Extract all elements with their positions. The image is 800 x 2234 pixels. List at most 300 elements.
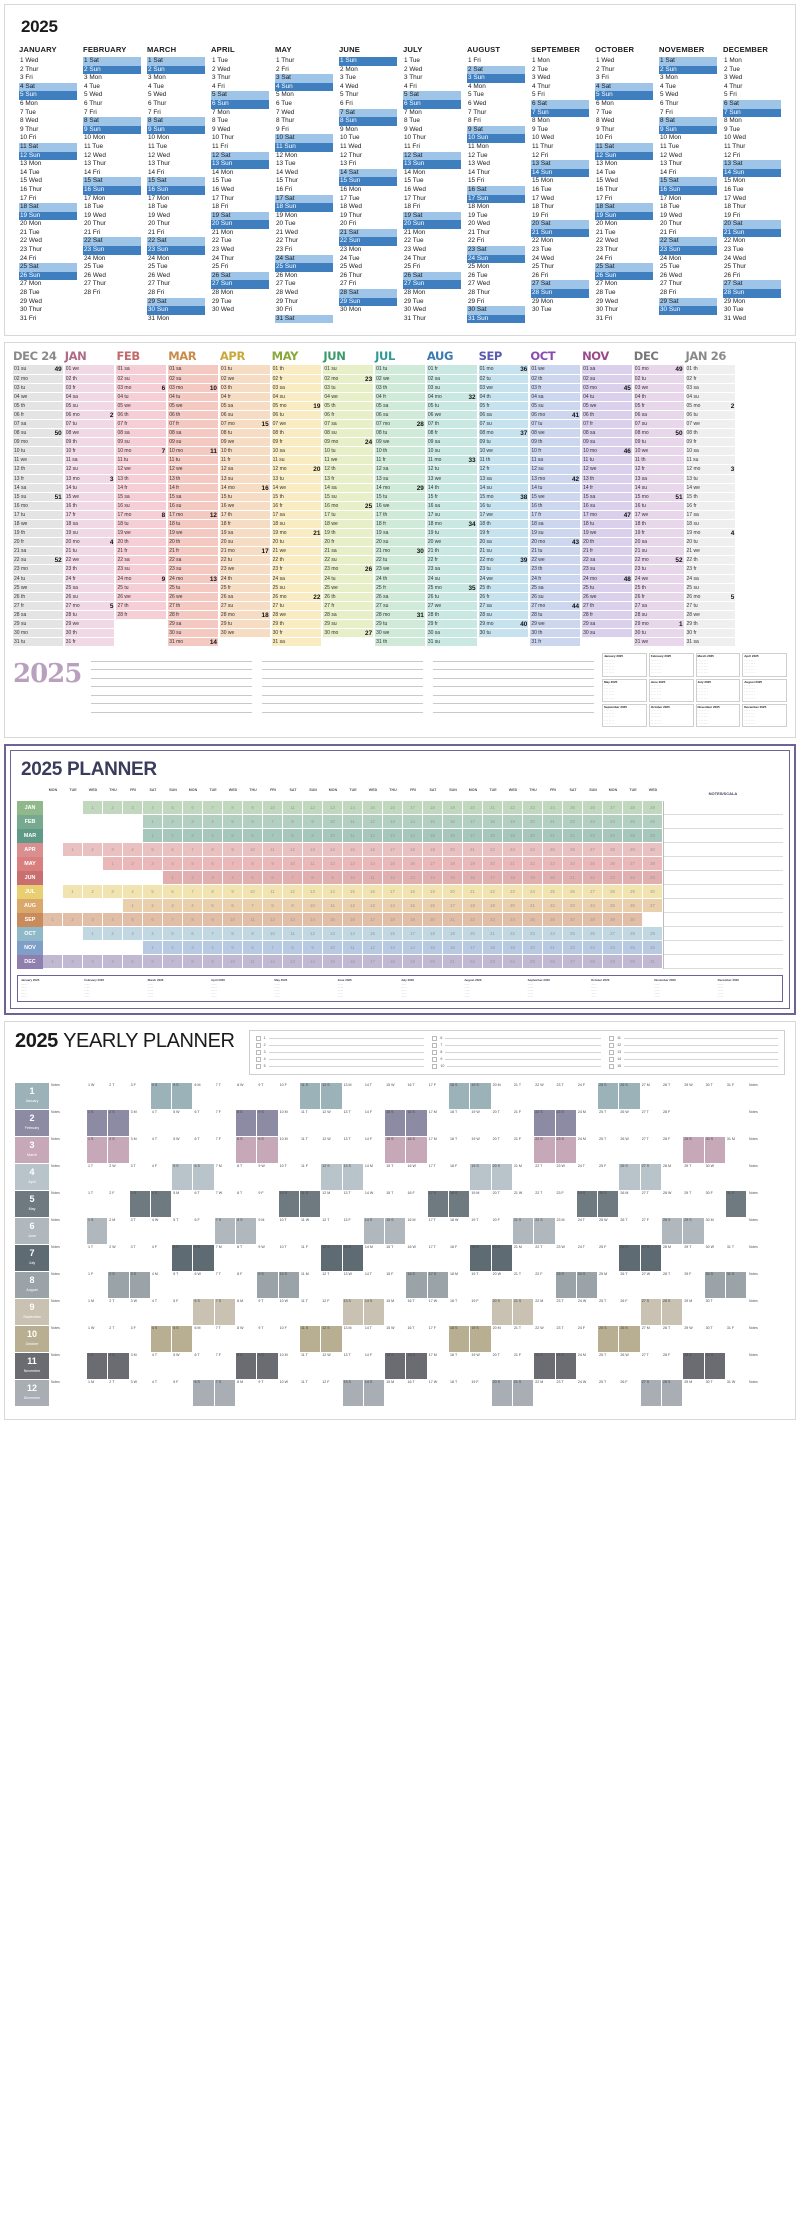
- panel3-day-cell[interactable]: 1: [143, 815, 163, 829]
- panel1-day-cell[interactable]: 27 Sun: [211, 280, 269, 289]
- panel4-day-cell[interactable]: 10 F: [279, 1326, 300, 1352]
- panel4-day-cell[interactable]: 14 M: [364, 1164, 385, 1190]
- panel1-day-cell[interactable]: 29 Mon: [532, 297, 554, 305]
- panel4-day-cell[interactable]: 4 T: [151, 1380, 172, 1406]
- panel2-day-cell[interactable]: 06 fr: [13, 411, 63, 420]
- panel4-legend-row[interactable]: [256, 1042, 425, 1049]
- panel3-day-cell[interactable]: 10: [323, 941, 343, 955]
- panel3-day-cell[interactable]: 21: [483, 927, 503, 941]
- panel1-day-cell[interactable]: 20 Sat: [723, 220, 781, 229]
- panel4-day-cell[interactable]: 4 T: [151, 1137, 172, 1163]
- panel4-day-cell[interactable]: 12 T: [321, 1272, 342, 1298]
- panel3-day-cell[interactable]: 14: [303, 955, 323, 969]
- panel3-day-cell[interactable]: 1: [163, 871, 183, 885]
- panel4-day-cell[interactable]: 17 W: [428, 1380, 449, 1406]
- panel2-day-cell[interactable]: 05 we: [582, 402, 632, 411]
- panel4-day-cell[interactable]: 8 T: [236, 1245, 257, 1271]
- panel4-day-cell[interactable]: 8 F: [236, 1272, 257, 1298]
- panel1-day-cell[interactable]: 25 Tue: [660, 263, 680, 271]
- panel1-day-cell[interactable]: 21 Tue: [596, 228, 616, 236]
- panel2-day-cell[interactable]: 10 fr: [65, 447, 115, 456]
- panel3-day-cell[interactable]: 25: [643, 871, 663, 885]
- panel4-day-cell[interactable]: 12 S: [321, 1245, 342, 1271]
- panel2-day-cell[interactable]: 15 sa: [168, 493, 218, 502]
- panel1-day-cell[interactable]: 23 Mon: [340, 246, 362, 254]
- panel2-day-cell[interactable]: 21 sa: [13, 547, 63, 556]
- panel4-day-cell[interactable]: 3 F: [130, 1326, 151, 1352]
- panel3-day-cell[interactable]: 5: [223, 829, 243, 843]
- panel2-day-cell[interactable]: 26 th: [323, 593, 373, 602]
- panel2-day-cell[interactable]: 17 mo 47: [583, 511, 631, 519]
- panel3-day-cell[interactable]: 17: [363, 913, 383, 927]
- panel1-day-cell[interactable]: 26 Wed: [660, 271, 682, 279]
- panel4-day-cell[interactable]: 17 F: [428, 1326, 449, 1352]
- panel4-day-cell[interactable]: 24 T: [577, 1164, 598, 1190]
- panel1-day-cell[interactable]: 12 Wed: [84, 151, 106, 159]
- panel4-day-cell[interactable]: 2 F: [108, 1191, 129, 1217]
- panel2-day-cell[interactable]: 26 th: [13, 593, 63, 602]
- panel3-day-cell[interactable]: 21: [543, 941, 563, 955]
- panel1-day-cell[interactable]: 7 Fri: [84, 108, 97, 116]
- panel1-day-cell[interactable]: 3 Mon: [148, 74, 166, 82]
- panel1-day-cell[interactable]: 12 Sun: [595, 152, 653, 161]
- panel1-day-cell[interactable]: 19 Mon: [276, 211, 298, 219]
- panel1-day-cell[interactable]: 9 Sun: [83, 126, 141, 135]
- panel2-day-cell[interactable]: 24 sa: [272, 575, 322, 584]
- panel2-note-line[interactable]: [91, 679, 252, 688]
- panel3-day-cell[interactable]: 20: [483, 857, 503, 871]
- panel2-day-cell[interactable]: 11 tu: [116, 456, 166, 465]
- panel1-day-cell[interactable]: 27 Mon: [20, 280, 42, 288]
- panel1-day-cell[interactable]: 16 Mon: [340, 185, 362, 193]
- panel2-day-cell[interactable]: 12 tu: [427, 465, 477, 474]
- panel2-day-cell[interactable]: 23 su: [582, 565, 632, 574]
- panel3-day-cell[interactable]: 7: [163, 913, 183, 927]
- panel2-day-cell[interactable]: 18 th: [634, 520, 684, 529]
- panel4-day-cell[interactable]: 31 S: [726, 1191, 747, 1217]
- panel1-day-cell[interactable]: 21 Thur: [468, 228, 490, 236]
- panel3-day-cell[interactable]: 21: [463, 843, 483, 857]
- panel4-day-cell[interactable]: 1 T: [87, 1191, 108, 1217]
- panel3-day-cell[interactable]: 24: [603, 941, 623, 955]
- panel2-note-line[interactable]: [91, 687, 252, 696]
- panel2-note-line[interactable]: [262, 704, 423, 713]
- panel4-day-cell[interactable]: 16 T: [406, 1380, 427, 1406]
- panel4-day-cell[interactable]: 19 S: [470, 1083, 491, 1109]
- panel3-day-cell[interactable]: 15: [363, 801, 383, 815]
- panel4-day-cell[interactable]: 12 M: [321, 1191, 342, 1217]
- panel1-day-cell[interactable]: 26 Thur: [340, 271, 362, 279]
- panel2-day-cell[interactable]: 17 sa: [272, 511, 322, 520]
- panel4-day-cell[interactable]: 10 M: [279, 1110, 300, 1136]
- panel4-day-cell[interactable]: 26 W: [619, 1110, 640, 1136]
- panel3-day-cell[interactable]: 13: [383, 941, 403, 955]
- panel1-day-cell[interactable]: 19 Sun: [19, 212, 77, 221]
- panel4-day-cell[interactable]: 31 W: [726, 1380, 747, 1406]
- panel3-day-cell[interactable]: 30: [623, 955, 643, 969]
- panel3-day-cell[interactable]: 18: [483, 941, 503, 955]
- panel3-day-cell[interactable]: 27: [603, 801, 623, 815]
- panel3-day-cell[interactable]: 12: [263, 913, 283, 927]
- panel2-day-cell[interactable]: 13 th: [168, 475, 218, 484]
- panel2-note-line[interactable]: [91, 653, 252, 662]
- panel2-day-cell[interactable]: 21 sa: [323, 547, 373, 556]
- panel2-day-cell[interactable]: 04 su: [272, 393, 322, 402]
- panel3-day-cell[interactable]: 6: [163, 843, 183, 857]
- panel1-day-cell[interactable]: 12 Sat: [211, 152, 269, 161]
- panel2-day-cell[interactable]: 18 tu: [168, 520, 218, 529]
- panel4-day-cell[interactable]: 2 M: [108, 1218, 129, 1244]
- panel1-day-cell[interactable]: 6 Thur: [660, 99, 679, 107]
- panel1-day-cell[interactable]: 13 Thur: [148, 160, 170, 168]
- panel1-day-cell[interactable]: 30 Sun: [659, 306, 717, 315]
- panel4-legend-line[interactable]: [269, 1059, 425, 1060]
- panel2-day-cell[interactable]: 14 fr: [582, 484, 632, 493]
- panel4-day-cell[interactable]: 12 F: [321, 1299, 342, 1325]
- panel2-day-cell[interactable]: 25 mo 35: [427, 584, 476, 592]
- panel2-day-cell[interactable]: 09 su: [168, 438, 218, 447]
- panel4-day-cell[interactable]: 8 W: [236, 1326, 257, 1352]
- panel3-day-cell[interactable]: 8: [223, 801, 243, 815]
- panel2-day-cell[interactable]: 01 sa: [582, 365, 632, 374]
- panel2-day-cell[interactable]: 02 we: [375, 375, 425, 384]
- panel2-day-cell[interactable]: 07 mo 28: [376, 420, 424, 428]
- panel1-day-cell[interactable]: 15 Sat: [147, 177, 205, 186]
- panel3-day-cell[interactable]: 6: [243, 941, 263, 955]
- panel1-day-cell[interactable]: 26 Sat: [403, 272, 461, 281]
- panel1-day-cell[interactable]: 1 Mon: [532, 57, 550, 64]
- panel3-day-cell[interactable]: 24: [523, 885, 543, 899]
- panel1-day-cell[interactable]: 3 Wed: [532, 74, 551, 82]
- panel1-day-cell[interactable]: 31 Wed: [724, 314, 746, 322]
- panel3-day-cell[interactable]: 3: [143, 857, 163, 871]
- panel4-day-cell[interactable]: 22 M: [534, 1299, 555, 1325]
- panel4-day-cell[interactable]: 30 S: [705, 1353, 726, 1379]
- panel1-day-cell[interactable]: 7 Sat: [339, 109, 397, 118]
- panel2-day-cell[interactable]: 09 we: [220, 438, 270, 447]
- panel2-day-cell[interactable]: 10 mo 46: [583, 448, 631, 456]
- panel3-day-cell[interactable]: 28: [603, 885, 623, 899]
- panel2-day-cell[interactable]: 20 fr: [323, 538, 373, 547]
- panel2-day-cell[interactable]: 28 tu: [530, 611, 580, 620]
- panel3-day-cell[interactable]: 2: [183, 871, 203, 885]
- panel3-day-cell[interactable]: 10: [303, 899, 323, 913]
- panel2-note-lines[interactable]: [91, 653, 594, 713]
- panel2-day-cell[interactable]: 10 we: [634, 447, 684, 456]
- panel4-note-right[interactable]: Notes: [749, 1352, 758, 1357]
- panel3-notes-cell[interactable]: [663, 885, 783, 899]
- panel4-day-cell[interactable]: 28 F: [662, 1137, 683, 1163]
- panel3-day-cell[interactable]: 17: [443, 899, 463, 913]
- panel3-day-cell[interactable]: 19: [403, 913, 423, 927]
- panel3-day-cell[interactable]: 13: [323, 927, 343, 941]
- panel3-day-cell[interactable]: 5: [243, 871, 263, 885]
- panel3-day-cell[interactable]: 7: [283, 871, 303, 885]
- panel4-day-cell[interactable]: 26 S: [619, 1083, 640, 1109]
- panel2-day-cell[interactable]: 14 tu: [530, 484, 580, 493]
- panel1-day-cell[interactable]: 25 Tue: [148, 263, 168, 271]
- panel2-day-cell[interactable]: 29 tu: [375, 620, 425, 629]
- panel3-day-cell[interactable]: 17: [423, 857, 443, 871]
- panel3-day-cell[interactable]: 4: [123, 885, 143, 899]
- panel2-day-cell[interactable]: 23 fr: [272, 565, 322, 574]
- panel2-day-cell[interactable]: 16 th: [530, 502, 580, 511]
- panel2-day-cell[interactable]: 18 su: [272, 520, 322, 529]
- panel3-day-cell[interactable]: 25: [543, 885, 563, 899]
- panel4-day-cell[interactable]: 29 T: [683, 1191, 704, 1217]
- panel2-day-cell[interactable]: 08 mo 50: [634, 430, 683, 438]
- panel3-day-cell[interactable]: 28: [603, 843, 623, 857]
- panel4-day-cell[interactable]: 25 S: [598, 1083, 619, 1109]
- panel3-notes-cell[interactable]: [663, 899, 783, 913]
- panel3-day-cell[interactable]: 28: [643, 857, 663, 871]
- panel1-day-cell[interactable]: 1 Fri: [468, 57, 481, 64]
- panel1-day-cell[interactable]: 26 Tue: [468, 271, 488, 279]
- panel3-day-cell[interactable]: 25: [603, 899, 623, 913]
- panel1-day-cell[interactable]: 23 Wed: [212, 246, 234, 254]
- panel4-day-cell[interactable]: 19 S: [470, 1326, 491, 1352]
- panel2-day-cell[interactable]: 24 th: [375, 575, 425, 584]
- panel2-day-cell[interactable]: 04 tu: [582, 393, 632, 402]
- panel2-day-cell[interactable]: 13 su: [375, 475, 425, 484]
- panel4-day-cell[interactable]: 21 T: [513, 1326, 534, 1352]
- panel2-day-cell[interactable]: 26 we: [116, 593, 166, 602]
- panel3-day-cell[interactable]: 13: [303, 885, 323, 899]
- panel4-day-cell[interactable]: 25 T: [598, 1353, 619, 1379]
- panel4-day-cell[interactable]: 22 M: [534, 1380, 555, 1406]
- panel3-day-cell[interactable]: 1: [43, 955, 63, 969]
- panel2-day-cell[interactable]: 02 we: [220, 375, 270, 384]
- panel4-day-cell[interactable]: 11 T: [300, 1110, 321, 1136]
- panel3-day-cell[interactable]: 26: [643, 815, 663, 829]
- panel4-day-cell[interactable]: 12 F: [321, 1380, 342, 1406]
- panel2-day-cell[interactable]: 26 fr: [634, 593, 684, 602]
- panel4-day-cell[interactable]: 2 S: [108, 1272, 129, 1298]
- panel4-day-cell[interactable]: 14 F: [364, 1110, 385, 1136]
- panel3-day-cell[interactable]: 15: [423, 941, 443, 955]
- panel1-day-cell[interactable]: 22 Mon: [724, 237, 746, 245]
- panel4-day-cell[interactable]: 22 W: [534, 1083, 555, 1109]
- panel1-day-cell[interactable]: 2 Thur: [20, 65, 39, 73]
- panel4-note-right[interactable]: Notes: [749, 1136, 758, 1141]
- panel4-day-cell[interactable]: 15 T: [385, 1191, 406, 1217]
- panel2-day-cell[interactable]: 27 su: [220, 602, 270, 611]
- panel4-day-cell[interactable]: 21 S: [513, 1218, 534, 1244]
- panel1-day-cell[interactable]: 24 Tue: [340, 254, 360, 262]
- panel1-day-cell[interactable]: 14 Fri: [660, 168, 677, 176]
- panel2-day-cell[interactable]: 27 mo 5: [65, 602, 114, 610]
- panel4-day-cell[interactable]: 23 M: [556, 1218, 577, 1244]
- panel3-day-cell[interactable]: 27: [563, 913, 583, 927]
- panel3-day-cell[interactable]: 13: [383, 815, 403, 829]
- panel4-day-cell[interactable]: 28 S: [662, 1380, 683, 1406]
- panel2-day-cell[interactable]: 29 th: [272, 620, 322, 629]
- panel2-day-cell[interactable]: 17 tu: [323, 511, 373, 520]
- panel3-day-cell[interactable]: 23: [563, 899, 583, 913]
- panel1-day-cell[interactable]: 10 Thur: [212, 134, 234, 142]
- panel2-day-cell[interactable]: 31 sa: [272, 638, 322, 647]
- panel2-day-cell[interactable]: 22 tu: [375, 556, 425, 565]
- panel4-day-cell[interactable]: 5 F: [172, 1380, 193, 1406]
- panel4-day-cell[interactable]: 24 M: [577, 1353, 598, 1379]
- panel4-day-cell[interactable]: 3 M: [130, 1110, 151, 1136]
- panel1-day-cell[interactable]: 28 Sun: [723, 289, 781, 298]
- panel2-day-cell[interactable]: 26 su: [530, 593, 580, 602]
- panel1-day-cell[interactable]: 23 Thur: [20, 246, 42, 254]
- panel1-day-cell[interactable]: 1 Sat: [83, 57, 141, 66]
- panel1-day-cell[interactable]: 5 Tue: [468, 91, 484, 99]
- panel4-day-cell[interactable]: 16 S: [406, 1110, 427, 1136]
- panel3-day-cell[interactable]: 14: [343, 927, 363, 941]
- panel1-day-cell[interactable]: 10 Tue: [340, 134, 360, 142]
- panel4-day-cell[interactable]: 11 T: [300, 1353, 321, 1379]
- panel1-day-cell[interactable]: 21 Mon: [212, 228, 234, 236]
- panel2-day-cell[interactable]: 03 mo 10: [169, 384, 217, 392]
- panel4-day-cell[interactable]: 22 T: [534, 1164, 555, 1190]
- panel1-day-cell[interactable]: 18 Wed: [340, 203, 362, 211]
- panel1-day-cell[interactable]: 4 Fri: [404, 82, 417, 90]
- panel3-day-cell[interactable]: 4: [163, 857, 183, 871]
- panel3-day-cell[interactable]: 11: [343, 829, 363, 843]
- panel4-day-cell[interactable]: 19 W: [470, 1137, 491, 1163]
- panel2-day-cell[interactable]: 28 th: [427, 611, 477, 620]
- panel2-day-cell[interactable]: 19 tu: [427, 529, 477, 538]
- panel3-day-cell[interactable]: 4: [183, 899, 203, 913]
- panel2-day-cell[interactable]: 11 fr: [375, 456, 425, 465]
- panel3-day-cell[interactable]: 18: [503, 871, 523, 885]
- panel2-day-cell[interactable]: 27 sa: [634, 602, 684, 611]
- panel2-day-cell[interactable]: 21 su: [479, 547, 529, 556]
- panel1-day-cell[interactable]: 15 Wed: [596, 177, 618, 185]
- panel3-day-cell[interactable]: 28: [623, 927, 643, 941]
- panel3-day-cell[interactable]: 26: [583, 801, 603, 815]
- panel1-day-cell[interactable]: 6 Sun: [211, 100, 269, 109]
- panel1-day-cell[interactable]: 8 Wed: [596, 117, 615, 125]
- panel4-day-cell[interactable]: 20 F: [492, 1218, 513, 1244]
- panel3-day-cell[interactable]: 19: [483, 899, 503, 913]
- panel4-day-cell[interactable]: 14 S: [364, 1218, 385, 1244]
- panel4-day-cell[interactable]: 3 M: [130, 1353, 151, 1379]
- panel4-day-cell[interactable]: 27 S: [641, 1380, 662, 1406]
- panel3-day-cell[interactable]: 4: [203, 829, 223, 843]
- panel4-day-cell[interactable]: 22 S: [534, 1110, 555, 1136]
- panel4-day-cell[interactable]: 16 F: [406, 1191, 427, 1217]
- panel1-day-cell[interactable]: 10 Sat: [275, 134, 333, 143]
- panel4-day-cell[interactable]: 29 S: [683, 1137, 704, 1163]
- panel2-day-cell[interactable]: 17 fr: [65, 511, 115, 520]
- panel4-day-cell[interactable]: 6 S: [193, 1380, 214, 1406]
- panel1-day-cell[interactable]: 17 Wed: [532, 194, 554, 202]
- panel3-day-cell[interactable]: 20: [543, 871, 563, 885]
- panel4-day-cell[interactable]: 21 T: [513, 1083, 534, 1109]
- panel1-day-cell[interactable]: 20 Mon: [20, 220, 42, 228]
- panel4-day-cell[interactable]: 20 S: [492, 1245, 513, 1271]
- panel4-day-cell[interactable]: 1 S: [87, 1218, 108, 1244]
- panel3-day-cell[interactable]: 8: [183, 913, 203, 927]
- panel3-day-cell[interactable]: 12: [363, 941, 383, 955]
- panel1-day-cell[interactable]: 2 Fri: [276, 65, 289, 73]
- panel4-day-cell[interactable]: 15 W: [385, 1326, 406, 1352]
- panel2-day-cell[interactable]: 24 fr: [65, 575, 115, 584]
- panel1-day-cell[interactable]: 27 Thur: [660, 280, 682, 288]
- panel1-day-cell[interactable]: 6 Fri: [340, 99, 353, 107]
- panel3-day-cell[interactable]: 15: [443, 871, 463, 885]
- panel4-day-cell[interactable]: 16 W: [406, 1245, 427, 1271]
- panel3-day-cell[interactable]: 17: [403, 801, 423, 815]
- panel1-day-cell[interactable]: 30 Sat: [467, 306, 525, 315]
- panel3-day-cell[interactable]: 3: [123, 927, 143, 941]
- panel3-day-cell[interactable]: 6: [163, 885, 183, 899]
- panel4-note-left[interactable]: Notes: [51, 1244, 60, 1249]
- panel4-legend-line[interactable]: [624, 1059, 778, 1060]
- panel1-day-cell[interactable]: 6 Tue: [276, 99, 292, 107]
- panel3-day-cell[interactable]: 19: [523, 871, 543, 885]
- panel4-day-cell[interactable]: 26 T: [619, 1272, 640, 1298]
- panel4-day-cell[interactable]: 11 T: [300, 1380, 321, 1406]
- panel2-note-line[interactable]: [433, 653, 594, 662]
- panel1-day-cell[interactable]: 5 Sat: [211, 91, 269, 100]
- panel2-day-cell[interactable]: 16 fr: [686, 502, 736, 511]
- panel3-day-cell[interactable]: 3: [103, 843, 123, 857]
- panel1-day-cell[interactable]: 25 Fri: [404, 263, 421, 271]
- panel1-day-cell[interactable]: 26 Fri: [532, 271, 549, 279]
- panel2-day-cell[interactable]: 20 sa: [634, 538, 684, 547]
- panel1-day-cell[interactable]: 13 Tue: [276, 160, 296, 168]
- panel4-day-cell[interactable]: 27 W: [641, 1272, 662, 1298]
- panel4-day-cell[interactable]: 5 T: [172, 1218, 193, 1244]
- panel2-day-cell[interactable]: 29 we: [530, 620, 580, 629]
- panel2-day-cell[interactable]: 15 fr: [427, 493, 477, 502]
- panel3-day-cell[interactable]: 8: [283, 941, 303, 955]
- panel2-day-cell[interactable]: 02 th: [65, 375, 115, 384]
- panel4-day-cell[interactable]: 5 S: [172, 1326, 193, 1352]
- panel4-day-cell[interactable]: 18 T: [449, 1299, 470, 1325]
- panel3-day-cell[interactable]: 25: [543, 843, 563, 857]
- panel4-day-cell[interactable]: 25 T: [598, 1110, 619, 1136]
- panel4-day-cell[interactable]: 18 F: [449, 1164, 470, 1190]
- panel3-day-cell[interactable]: 15: [383, 857, 403, 871]
- panel2-day-cell[interactable]: 01 su 49: [14, 366, 62, 374]
- panel2-day-cell[interactable]: 05 su: [530, 402, 580, 411]
- panel4-note-left[interactable]: Notes: [51, 1136, 60, 1141]
- panel4-day-cell[interactable]: 6 W: [193, 1272, 214, 1298]
- panel4-legend-row[interactable]: [432, 1056, 601, 1063]
- panel2-note-line[interactable]: [262, 687, 423, 696]
- panel4-day-cell[interactable]: 2 T: [108, 1083, 129, 1109]
- panel3-day-cell[interactable]: 18: [383, 913, 403, 927]
- panel2-day-cell[interactable]: 20 su: [220, 538, 270, 547]
- panel2-day-cell[interactable]: 30 su: [168, 629, 218, 638]
- panel3-day-cell[interactable]: 21: [443, 913, 463, 927]
- panel3-day-cell[interactable]: 23: [523, 927, 543, 941]
- panel2-day-cell[interactable]: 13 sa: [479, 475, 529, 484]
- panel2-day-cell[interactable]: 01 mo 36: [479, 366, 528, 374]
- panel3-day-cell[interactable]: 9: [303, 815, 323, 829]
- panel3-day-cell[interactable]: 10: [223, 913, 243, 927]
- panel2-day-cell[interactable]: 26 mo 5: [686, 593, 735, 601]
- panel2-day-cell[interactable]: 06 sa: [634, 411, 684, 420]
- panel2-day-cell[interactable]: 15 mo 51: [634, 493, 683, 501]
- panel4-note-right[interactable]: Notes: [749, 1190, 758, 1195]
- panel2-day-cell[interactable]: 02 sa: [427, 375, 477, 384]
- panel1-day-cell[interactable]: 8 Sat: [147, 117, 205, 126]
- panel1-day-cell[interactable]: 25 Thur: [532, 263, 554, 271]
- panel2-day-cell[interactable]: 24 su: [427, 575, 477, 584]
- panel3-day-cell[interactable]: 5: [123, 955, 143, 969]
- panel4-day-cell[interactable]: 5 S: [172, 1083, 193, 1109]
- panel1-day-cell[interactable]: 27 Fri: [340, 280, 357, 288]
- panel4-day-cell[interactable]: 19 T: [470, 1272, 491, 1298]
